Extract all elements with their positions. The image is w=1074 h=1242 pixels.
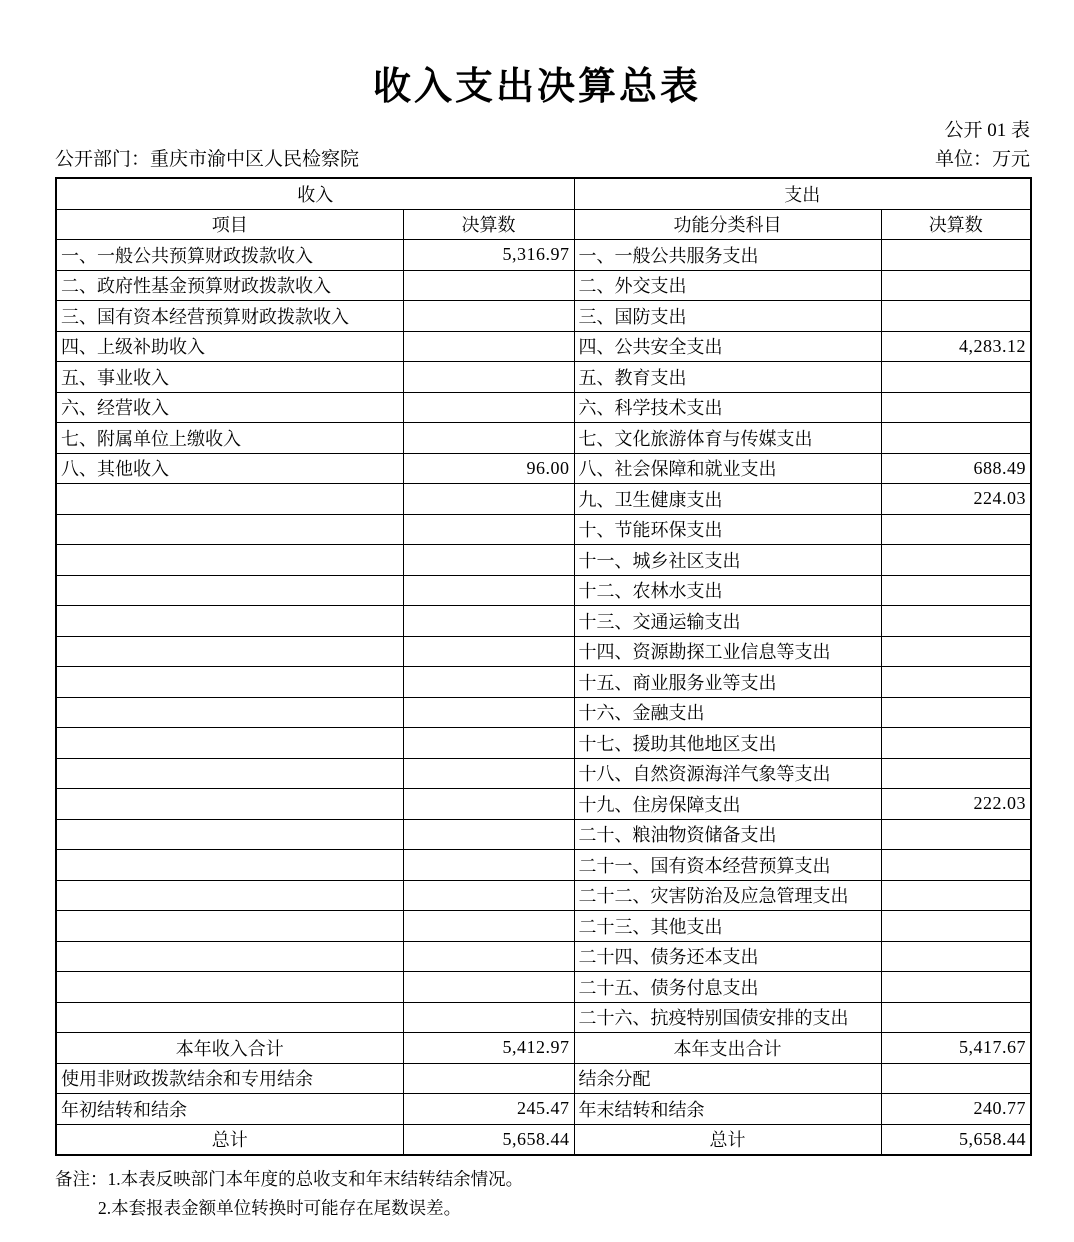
expense-item-cell: 总计 [574,1124,881,1155]
final-accounts-table [55,177,1032,1156]
expense-item-cell: 二十二、灾害防治及应急管理支出 [574,880,881,911]
income-item-cell [56,606,403,637]
expense-item-cell: 年末结转和结余 [574,1094,881,1125]
income-value-cell [403,850,574,881]
expense-item-cell: 一、一般公共服务支出 [574,240,881,271]
footnote-1: 备注：1.本表反映部门本年度的总收支和年末结转结余情况。 [55,1169,524,1190]
expense-value-cell [881,880,1031,911]
expense-item-cell: 十三、交通运输支出 [574,606,881,637]
table-row [56,575,1031,606]
table-row [56,667,1031,698]
table-row [56,1124,1031,1155]
expense-value-cell [881,819,1031,850]
expense-value-cell [881,575,1031,606]
expense-item-cell: 四、公共安全支出 [574,331,881,362]
table-code: 公开 01 表 [944,119,1030,141]
income-value-cell [403,667,574,698]
income-item-cell [56,484,403,515]
expense-value-cell [881,941,1031,972]
expense-value-cell: 5,417.67 [881,1033,1031,1064]
income-value-cell [403,270,574,301]
income-value-cell [403,728,574,759]
expense-value-cell [881,606,1031,637]
expense-item-cell: 九、卫生健康支出 [574,484,881,515]
table-row [56,1033,1031,1064]
table-row [56,392,1031,423]
income-item-cell [56,1002,403,1033]
table-row [56,1002,1031,1033]
income-value-cell [403,392,574,423]
expense-item-cell: 十九、住房保障支出 [574,789,881,820]
income-item-cell: 一、一般公共预算财政拨款收入 [56,240,403,271]
expense-value-cell: 240.77 [881,1094,1031,1125]
income-value-cell [403,819,574,850]
income-item-cell [56,941,403,972]
income-value-cell [403,362,574,393]
income-item-cell [56,697,403,728]
expense-item-cell: 十、节能环保支出 [574,514,881,545]
expense-item-cell: 三、国防支出 [574,301,881,332]
expense-value-cell [881,1002,1031,1033]
table-header [56,178,1031,240]
expense-item-cell: 七、文化旅游体育与传媒支出 [574,423,881,454]
table-row [56,1094,1031,1125]
income-item-cell [56,758,403,789]
income-item-column-header: 项目 [56,209,403,240]
expense-value-cell [881,636,1031,667]
income-item-cell [56,514,403,545]
expense-item-cell: 二十三、其他支出 [574,911,881,942]
table-row [56,362,1031,393]
income-value-cell [403,484,574,515]
expense-item-cell: 二十五、债务付息支出 [574,972,881,1003]
expense-item-cell: 本年支出合计 [574,1033,881,1064]
income-item-cell [56,880,403,911]
income-value-cell [403,911,574,942]
department-label: 公开部门：重庆市渝中区人民检察院 [55,149,360,171]
income-value-cell [403,301,574,332]
footnotes [55,1165,1030,1222]
income-item-cell [56,972,403,1003]
expense-section-header: 支出 [574,178,1031,209]
table-row [56,636,1031,667]
income-item-cell [56,911,403,942]
expense-value-cell: 4,283.12 [881,331,1031,362]
table-row [56,911,1031,942]
income-value-cell: 5,316.97 [403,240,574,271]
expense-value-cell [881,697,1031,728]
income-section-header: 收入 [56,178,574,209]
column-header-row [56,209,1031,240]
income-value-cell [403,1002,574,1033]
expense-value-cell [881,270,1031,301]
income-value-cell [403,514,574,545]
income-item-cell: 本年收入合计 [56,1033,403,1064]
table-row [56,331,1031,362]
expense-value-cell [881,240,1031,271]
expense-value-cell [881,301,1031,332]
income-item-cell: 七、附属单位上缴收入 [56,423,403,454]
income-value-cell [403,880,574,911]
income-item-cell: 三、国有资本经营预算财政拨款收入 [56,301,403,332]
expense-item-cell: 十二、农林水支出 [574,575,881,606]
table-row [56,453,1031,484]
expense-value-cell [881,972,1031,1003]
table-row [56,545,1031,576]
income-value-cell [403,758,574,789]
income-value-cell [403,789,574,820]
table-row [56,758,1031,789]
expense-value-cell [881,514,1031,545]
expense-item-cell: 十五、商业服务业等支出 [574,667,881,698]
expense-item-cell: 十八、自然资源海洋气象等支出 [574,758,881,789]
income-item-cell [56,728,403,759]
income-item-cell [56,819,403,850]
expense-item-cell: 十六、金融支出 [574,697,881,728]
expense-item-cell: 结余分配 [574,1063,881,1094]
income-item-cell: 八、其他收入 [56,453,403,484]
expense-value-cell [881,545,1031,576]
income-item-cell [56,850,403,881]
table-row [56,728,1031,759]
table-row [56,789,1031,820]
income-value-column-header: 决算数 [403,209,574,240]
expense-item-cell: 八、社会保障和就业支出 [574,453,881,484]
income-item-cell: 二、政府性基金预算财政拨款收入 [56,270,403,301]
income-value-cell [403,1063,574,1094]
income-item-cell [56,575,403,606]
expense-item-cell: 二、外交支出 [574,270,881,301]
expense-value-cell: 224.03 [881,484,1031,515]
income-item-cell [56,789,403,820]
expense-value-cell [881,362,1031,393]
income-value-cell: 5,658.44 [403,1124,574,1155]
income-item-cell: 五、事业收入 [56,362,403,393]
table-row [56,606,1031,637]
table-body [56,240,1031,1156]
footnote-2: 2.本套报表金额单位转换时可能存在尾数误差。 [98,1197,462,1218]
expense-value-cell [881,911,1031,942]
income-value-cell: 96.00 [403,453,574,484]
table-row [56,880,1031,911]
table-row [56,819,1031,850]
income-item-cell [56,667,403,698]
income-item-cell [56,636,403,667]
income-value-cell [403,545,574,576]
unit-label: 单位：万元 [934,149,1030,171]
income-value-cell [403,331,574,362]
expense-value-cell: 222.03 [881,789,1031,820]
expense-value-cell [881,392,1031,423]
table-row [56,240,1031,271]
expense-value-cell [881,667,1031,698]
income-item-cell: 六、经营收入 [56,392,403,423]
income-value-cell [403,941,574,972]
income-item-cell: 年初结转和结余 [56,1094,403,1125]
expense-value-cell [881,423,1031,454]
income-item-cell: 四、上级补助收入 [56,331,403,362]
expense-item-cell: 十七、援助其他地区支出 [574,728,881,759]
table-row [56,697,1031,728]
expense-value-cell: 5,658.44 [881,1124,1031,1155]
expense-item-column-header: 功能分类科目 [574,209,881,240]
table-row [56,972,1031,1003]
expense-item-cell: 二十六、抗疫特别国债安排的支出 [574,1002,881,1033]
income-value-cell [403,636,574,667]
income-value-cell [403,606,574,637]
meta-row [55,148,1030,173]
income-item-cell [56,545,403,576]
expense-item-cell: 二十四、债务还本支出 [574,941,881,972]
income-item-cell: 使用非财政拨款结余和专用结余 [56,1063,403,1094]
expense-item-cell: 十四、资源勘探工业信息等支出 [574,636,881,667]
table-row [56,850,1031,881]
income-value-cell [403,423,574,454]
income-value-cell [403,972,574,1003]
expense-value-cell [881,850,1031,881]
table-row [56,270,1031,301]
income-value-cell: 245.47 [403,1094,574,1125]
section-header-row [56,178,1031,209]
expense-value-cell [881,758,1031,789]
expense-item-cell: 十一、城乡社区支出 [574,545,881,576]
income-value-cell: 5,412.97 [403,1033,574,1064]
table-row [56,301,1031,332]
income-item-cell: 总计 [56,1124,403,1155]
expense-value-cell: 688.49 [881,453,1031,484]
income-value-cell [403,575,574,606]
expense-value-column-header: 决算数 [881,209,1031,240]
expense-value-cell [881,728,1031,759]
page-title: 收入支出决算总表 [372,66,701,108]
expense-item-cell: 六、科学技术支出 [574,392,881,423]
expense-value-cell [881,1063,1031,1094]
expense-item-cell: 二十一、国有资本经营预算支出 [574,850,881,881]
expense-item-cell: 五、教育支出 [574,362,881,393]
expense-item-cell: 二十、粮油物资储备支出 [574,819,881,850]
table-row [56,941,1031,972]
table-row [56,514,1031,545]
table-row [56,423,1031,454]
table-row [56,1063,1031,1094]
income-value-cell [403,697,574,728]
table-row [56,484,1031,515]
